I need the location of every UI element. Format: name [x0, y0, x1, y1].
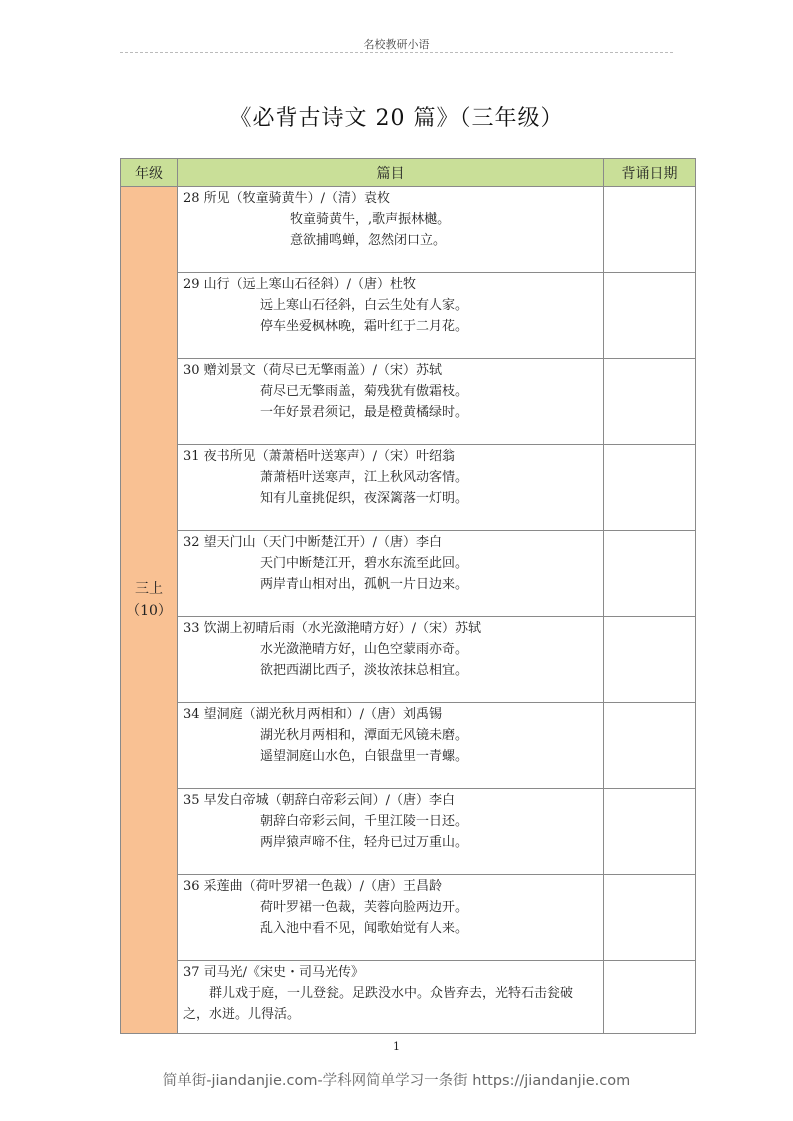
poem-verse-line: 萧萧梧叶送寒声，江上秋风动客情。 [260, 470, 469, 485]
prose-cell [178, 961, 604, 1034]
poem-verse-line: 遥望洞庭山水色，白银盘里一青螺。 [260, 749, 469, 764]
column-header-date: 背诵日期 [604, 159, 696, 187]
table-row [121, 445, 696, 531]
poem-title: 32 望天门山（天门中断楚江开）/（唐）李白 [183, 535, 443, 550]
page-number: 1 [393, 1040, 400, 1053]
recitation-date-cell[interactable] [604, 531, 696, 617]
recitation-date-cell[interactable] [604, 359, 696, 445]
poem-verse-line: 牧童骑黄牛，,歌声振林樾。 [290, 212, 451, 227]
poem-cell [178, 875, 604, 961]
poem-verse-line: 水光潋滟晴方好，山色空蒙雨亦奇。 [260, 642, 469, 657]
prose-title: 37 司马光/《宋史・司马光传》 [183, 965, 365, 980]
table-row [121, 875, 696, 961]
poem-title: 29 山行（远上寒山石径斜）/（唐）杜牧 [183, 277, 417, 292]
prose-text: 群儿戏于庭，一儿登瓮。足跌没水中。众皆弃去，光特石击瓮破之，水迸。儿得活。 [183, 986, 574, 1022]
poem-cell [178, 789, 604, 875]
poem-title: 34 望洞庭（湖光秋月两相和）/（唐）刘禹锡 [183, 707, 443, 722]
poem-cell [178, 445, 604, 531]
poem-verse-line: 一年好景君须记，最是橙黄橘绿时。 [260, 405, 469, 420]
poem-cell [178, 187, 604, 273]
column-header-title: 篇目 [178, 159, 604, 187]
poem-title: 28 所见（牧童骑黄牛）/（清）袁枚 [183, 191, 391, 206]
recitation-date-cell[interactable] [604, 961, 696, 1034]
footer-text: 简单街-jiandanjie.com-学科网简单学习一条街 https://jiandanjie.com [162, 1073, 631, 1089]
poem-cell [178, 273, 604, 359]
header-source: 名校教研小语 [363, 38, 430, 51]
poem-verse-line: 停车坐爱枫林晚，霜叶红于二月花。 [260, 319, 469, 334]
poem-verse-line: 远上寒山石径斜，白云生处有人家。 [260, 298, 469, 313]
poem-cell [178, 359, 604, 445]
poem-verse-line: 欲把西湖比西子，淡妆浓抹总相宜。 [260, 663, 469, 678]
recitation-date-cell[interactable] [604, 703, 696, 789]
table-row [121, 961, 696, 1034]
recitation-date-cell[interactable] [604, 445, 696, 531]
table-header-row [121, 159, 696, 187]
poem-title: 36 采莲曲（荷叶罗裙一色裁）/（唐）王昌龄 [183, 879, 443, 894]
poem-verse-line: 乱入池中看不见，闻歌始觉有人来。 [260, 921, 469, 936]
poem-verse-line: 知有儿童挑促织，夜深篱落一灯明。 [260, 491, 469, 506]
poem-verse-line: 湖光秋月两相和，潭面无风镜未磨。 [260, 728, 469, 743]
table-row [121, 617, 696, 703]
poem-verse-line: 意欲捕鸣蝉，忽然闭口立。 [290, 233, 447, 248]
poem-cell [178, 703, 604, 789]
recitation-date-cell[interactable] [604, 617, 696, 703]
poem-title: 30 赠刘景文（荷尽已无擎雨盖）/（宋）苏轼 [183, 363, 443, 378]
poem-title: 33 饮湖上初晴后雨（水光潋滟晴方好）/（宋）苏轼 [183, 621, 482, 636]
grade-cell [121, 187, 178, 1034]
table-row [121, 703, 696, 789]
poem-title: 31 夜书所见（萧萧梧叶送寒声）/（宋）叶绍翁 [183, 449, 456, 464]
poem-verse-line: 两岸青山相对出，孤帆一片日边来。 [260, 577, 469, 592]
table-body [121, 187, 696, 1034]
recitation-date-cell[interactable] [604, 875, 696, 961]
recitation-date-cell[interactable] [604, 187, 696, 273]
poem-table [120, 158, 696, 1034]
poem-cell [178, 617, 604, 703]
poem-cell [178, 531, 604, 617]
poem-verse-line: 荷叶罗裙一色裁，芙蓉向脸两边开。 [260, 900, 469, 915]
poem-verse-line: 天门中断楚江开，碧水东流至此回。 [260, 556, 469, 571]
table-row [121, 359, 696, 445]
column-header-grade: 年级 [121, 159, 178, 187]
recitation-date-cell[interactable] [604, 273, 696, 359]
table-row [121, 789, 696, 875]
table-row [121, 531, 696, 617]
poem-verse-line: 荷尽已无擎雨盖，菊残犹有傲霜枝。 [260, 384, 469, 399]
table-row [121, 187, 696, 273]
table-row [121, 273, 696, 359]
poem-title: 35 早发白帝城（朝辞白帝彩云间）/（唐）李白 [183, 793, 456, 808]
poem-verse-line: 朝辞白帝彩云间，千里江陵一日还。 [260, 814, 469, 829]
recitation-date-cell[interactable] [604, 789, 696, 875]
page-title: 《必背古诗文 20 篇》（三年级） [229, 106, 564, 131]
header-divider [120, 52, 673, 53]
poem-verse-line: 两岸猿声啼不住，轻舟已过万重山。 [260, 835, 469, 850]
grade-label: 三上 （10） [126, 581, 172, 619]
